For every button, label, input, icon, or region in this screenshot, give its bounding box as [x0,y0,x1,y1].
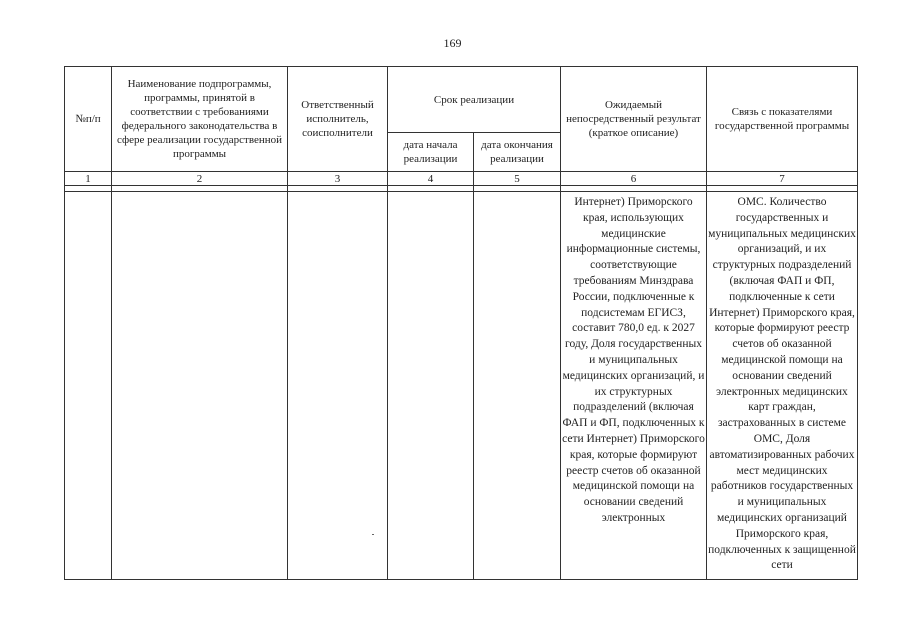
row-cell-subprogram [112,192,288,580]
row-cell-end-date [474,192,561,580]
header-expected-result: Ожидаемый непосредственный результат (краткое описание) [561,67,707,172]
header-executor: Ответственный исполнитель, соисполнители [288,67,388,172]
row-cell-executor [288,192,388,580]
column-number: 1 [65,172,112,186]
row-cell-indicator-link [707,192,858,580]
column-number: 3 [288,172,388,186]
column-number: 4 [388,172,474,186]
expected-result-text: Интернет) Приморского края, использующих медицинские информационные системы, соответствующие требованиям Минздрава России, подключенные к подсистемам ЕГИСЗ, составит 780,0 ед. к 2027 году, Доля государственных и муниципальных медицинских организаций, и их структурных подразделений (включая ФАП и ФП, подключенных к сети Интернет) Приморского края, которые формируют реестр счетов об оказанной медицинской помощи на основании сведений электронных [562,196,705,524]
program-table [64,66,858,580]
column-number: 5 [474,172,561,186]
row-cell-number [65,192,112,580]
header-start-date: дата начала реализации [388,133,474,172]
header-period: Срок реализации [388,67,561,133]
header-indicator-link: Связь с показателями государственной программы [707,67,858,172]
column-number: 2 [112,172,288,186]
column-number: 7 [707,172,858,186]
page-number: 169 [443,36,462,50]
header-end-date: дата окончания реализации [474,133,561,172]
indicator-link-text: ОМС. Количество государственных и муниципальных медицинских организаций, и их структурных подразделений (включая ФАП и ФП, подключенные к сети Интернет) Приморского края, которые формируют реестр счетов об оказанной медицинской помощи на основании сведений электронных медицинских карт граждан, застрахованных в системе ОМС, Доля автоматизированных рабочих мест медицинских работников государственных и муниципальных медицинских организаций Приморского края, подключенных к защищенной сети [708,196,856,572]
header-number: №п/п [65,67,112,172]
scan-speck [372,534,374,535]
row-cell-expected-result [561,192,707,580]
header-subprogram-name: Наименование подпрограммы, программы, принятой в соответствии с требованиями федерального законодательства в сфере реализации государственной программы [112,67,288,172]
row-cell-start-date [388,192,474,580]
column-number: 6 [561,172,707,186]
